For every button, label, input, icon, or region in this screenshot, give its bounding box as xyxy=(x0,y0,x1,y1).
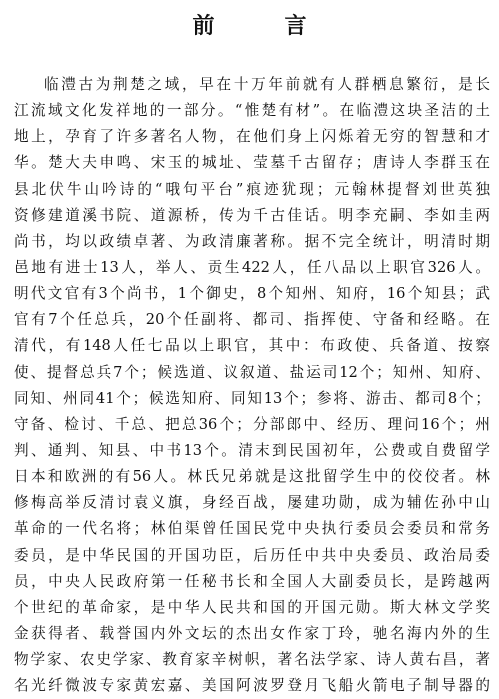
text-line: 资修建道溪书院、道源桥，传为千古佳话。明李充嗣、李如圭两 xyxy=(14,206,490,224)
text-line: 判、通判、知县、中书13个。清末到民国初年，公费或自费留学 xyxy=(14,441,490,459)
text-line: 革命的一代名将；林伯渠曾任国民党中央执行委员会委员和常务 xyxy=(14,520,490,538)
text-line: 临澧古为荆楚之域，早在十万年前就有人群栖息繁衍，是长 xyxy=(44,76,490,93)
text-line: 日本和欧洲的有56人。林氏兄弟就是这批留学生中的佼佼者。林 xyxy=(14,468,490,486)
text-line: 尚书，均以政绩卓著、为政清廉著称。据不完全统计，明清时期 xyxy=(14,232,490,250)
text-line: 修梅高举反清讨袁义旗，身经百战，屡建功勋，成为辅佐孙中山 xyxy=(14,494,490,512)
preface-body xyxy=(14,72,490,699)
text-line: 地上，孕育了许多著名人物，在他们身上闪烁着无穷的智慧和才 xyxy=(14,128,490,146)
text-line: 委员，是中华民国的开国功臣，后历任中共中央委员、政治局委 xyxy=(14,546,490,564)
text-line: 守备、检讨、千总、把总36个；分部郎中、经历、理问16个；州 xyxy=(14,415,490,433)
text-line: 明代文官有3个尚书，1个御史，8个知州、知府，16个知县；武 xyxy=(14,285,490,303)
text-line: 邑地有进士13人，举人、贡生422人，任八品以上职官326人。 xyxy=(14,258,490,276)
text-line: 县北伏牛山吟诗的“哦句平台”痕迹犹现；元翰林提督刘世英独 xyxy=(14,180,490,198)
text-line: 物学家、农史学家、教育家辛树帜，著名法学家、诗人黄右昌，著 xyxy=(14,651,490,669)
text-line: 同知、州同41个；候选知府、同知13个；参将、游击、都司8个； xyxy=(14,389,490,407)
text-line: 员，中央人民政府第一任秘书长和全国人大副委员长，是跨越两 xyxy=(14,572,490,590)
text-line: 使、提督总兵7个；候选道、议叙道、盐运司12个；知州、知府、 xyxy=(14,363,490,381)
text-line: 华。楚大夫申鸣、宋玉的城址、莹墓千古留存；唐诗人李群玉在 xyxy=(14,154,490,172)
text-line: 江流域文化发祥地的一部分。“惟楚有材”。在临澧这块圣洁的土 xyxy=(14,102,490,120)
text-line: 名光纤微波专家黄宏嘉、美国阿波罗登月飞船火箭电子制导器的 xyxy=(14,677,490,695)
text-line: 金获得者、载誉国内外文坛的杰出女作家丁玲，驰名海内外的生 xyxy=(14,624,490,642)
text-line: 清代，有148人任七品以上职官，其中：布政使、兵备道、按察 xyxy=(14,337,490,355)
page-title: 前 言 xyxy=(192,14,331,39)
text-line: 个世纪的革命家，是中华人民共和国的开国元勋。斯大林文学奖 xyxy=(14,598,490,616)
text-line: 官有7个任总兵，20个任副将、都司、指挥使、守备和经略。在 xyxy=(14,311,490,329)
